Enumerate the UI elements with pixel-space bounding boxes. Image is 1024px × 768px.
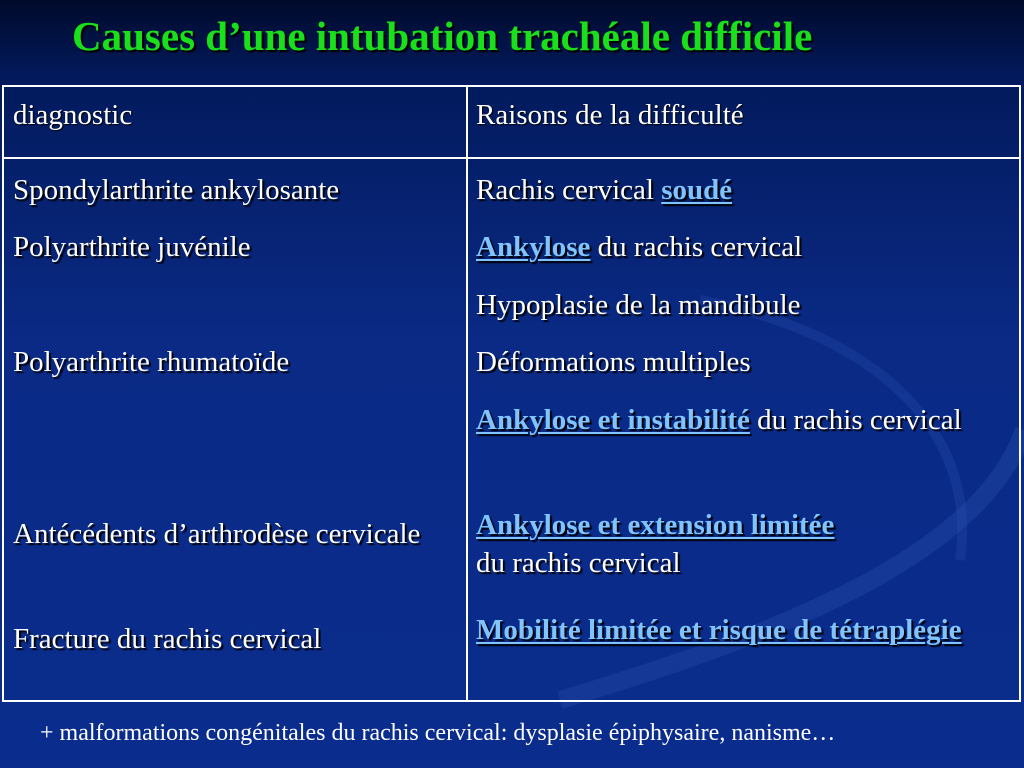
reason-link[interactable]: Mobilité limitée et risque de tétraplégie bbox=[476, 614, 962, 646]
reason-text: du rachis cervical bbox=[590, 231, 803, 263]
reason-text: du rachis cervical bbox=[476, 547, 681, 579]
slide-title: Causes d’une intubation trachéale difficile bbox=[72, 13, 813, 59]
reason-link[interactable]: soudé bbox=[661, 174, 733, 206]
diagnostic-item: Antécédents d’arthrodèse cervicale bbox=[13, 518, 421, 550]
reason-item bbox=[476, 401, 1001, 439]
reason-item bbox=[476, 171, 1006, 209]
reason-text: Hypoplasie de la mandibule bbox=[476, 289, 801, 321]
diagnostic-item: Spondylarthrite ankylosante bbox=[13, 174, 340, 206]
reason-item bbox=[476, 228, 1006, 266]
header-raisons: Raisons de la difficulté bbox=[476, 99, 744, 131]
reason-item bbox=[476, 506, 1006, 582]
reason-link[interactable]: Ankylose et instabilité bbox=[476, 404, 750, 436]
diagnostic-item: Polyarthrite juvénile bbox=[13, 231, 251, 263]
reason-link[interactable]: Ankylose bbox=[476, 231, 591, 263]
header-diagnostic: diagnostic bbox=[13, 99, 133, 131]
reason-item bbox=[476, 611, 976, 649]
reason-item bbox=[476, 286, 1006, 324]
footnote: + malformations congénitales du rachis cervical: dysplasie épiphysaire, nanisme… bbox=[40, 720, 836, 746]
reason-text: Déformations multiples bbox=[476, 346, 751, 378]
reason-text: du rachis cervical bbox=[749, 404, 962, 436]
header-divider bbox=[4, 157, 1019, 159]
reason-link[interactable]: Ankylose et extension limitée bbox=[476, 509, 835, 541]
causes-table bbox=[2, 85, 1021, 702]
diagnostic-item: Fracture du rachis cervical bbox=[13, 623, 322, 655]
column-divider bbox=[466, 87, 468, 700]
reason-item bbox=[476, 343, 1006, 381]
diagnostic-item: Polyarthrite rhumatoïde bbox=[13, 346, 290, 378]
reason-text: Rachis cervical bbox=[476, 174, 662, 206]
